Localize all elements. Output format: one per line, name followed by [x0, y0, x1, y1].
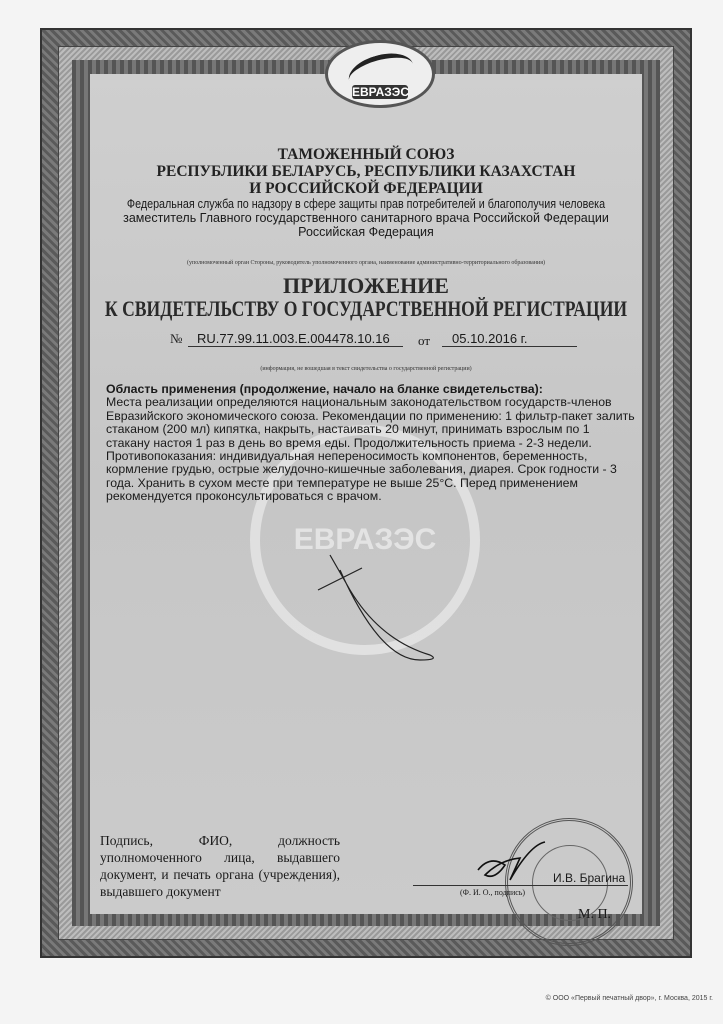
signatory-name: И.В. Брагина: [553, 871, 626, 885]
signature-line: [413, 885, 628, 886]
certificate-caption: (информация, не вошедшая в текст свидетельства о государственной регистрации): [260, 366, 472, 372]
printer-credit: © ООО «Первый печатный двор», г. Москва, 2015 г.: [545, 995, 713, 1002]
certificate-number: RU.77.99.11.003.E.004478.10.16: [197, 331, 390, 346]
seal-mark: М. П.: [578, 907, 612, 922]
certificate-date: 05.10.2016 г.: [452, 331, 528, 346]
number-label: №: [170, 331, 183, 346]
header-countries: РЕСПУБЛИКИ БЕЛАРУСЬ, РЕСПУБЛИКИ КАЗАХСТАН: [156, 163, 576, 180]
title-appendix: ПРИЛОЖЕНИЕ: [283, 273, 449, 298]
scope-text: Места реализации определяются национальным законодательством государств-членов Евразийского экономического союза. Рекомендации по применению: 1 фильтр-пакет залить стаканом (200 мл) кипятка, накрыть, настаивать 20 минут, принимать взрослым по 1 стакану настоя 1 раз в день во время еды. Продолжительность приема - 2-3 недели. Противопоказания: индивидуальная непереносимость компонентов, беременность, кормление грудью, острые желудочно-кишечные заболевания, диарея. Срок годности - 3 года. Хранить в сухом месте при температуре не выше 25°C. Перед применением рекомендуется проконсультироваться с врачом.: [106, 395, 635, 504]
emblem-label: ЕВРАЗЭС: [352, 85, 410, 99]
signature-label: Подпись, ФИО, должность уполномоченного лица, выдавшего документ, и печать органа (учреждения), выдавшего документ: [100, 833, 340, 899]
agency-name: Федеральная служба по надзору в сфере защиты прав потребителей и благополучия человека: [126, 197, 606, 211]
watermark-label: ЕВРАЗЭС: [293, 523, 437, 556]
header-federation: И РОССИЙСКОЙ ФЕДЕРАЦИИ: [249, 180, 483, 197]
fio-caption: (Ф. И. О., подпись): [460, 888, 526, 897]
scope-heading: Область применения (продолжение, начало на бланке свидетельства):: [106, 382, 543, 396]
agency-official: заместитель Главного государственного санитарного врача Российской Федерации: [123, 211, 609, 225]
agency-country: Российская Федерация: [298, 225, 434, 239]
title-certificate: К СВИДЕТЕЛЬСТВУ О ГОСУДАРСТВЕННОЙ РЕГИСТРАЦИИ: [104, 296, 628, 321]
header-union: ТАМОЖЕННЫЙ СОЮЗ: [277, 146, 455, 163]
agency-caption: (уполномоченный орган Стороны, руководитель уполномоченного органа, наименование административно-территориального образования): [187, 260, 545, 266]
date-label: от: [418, 333, 431, 348]
